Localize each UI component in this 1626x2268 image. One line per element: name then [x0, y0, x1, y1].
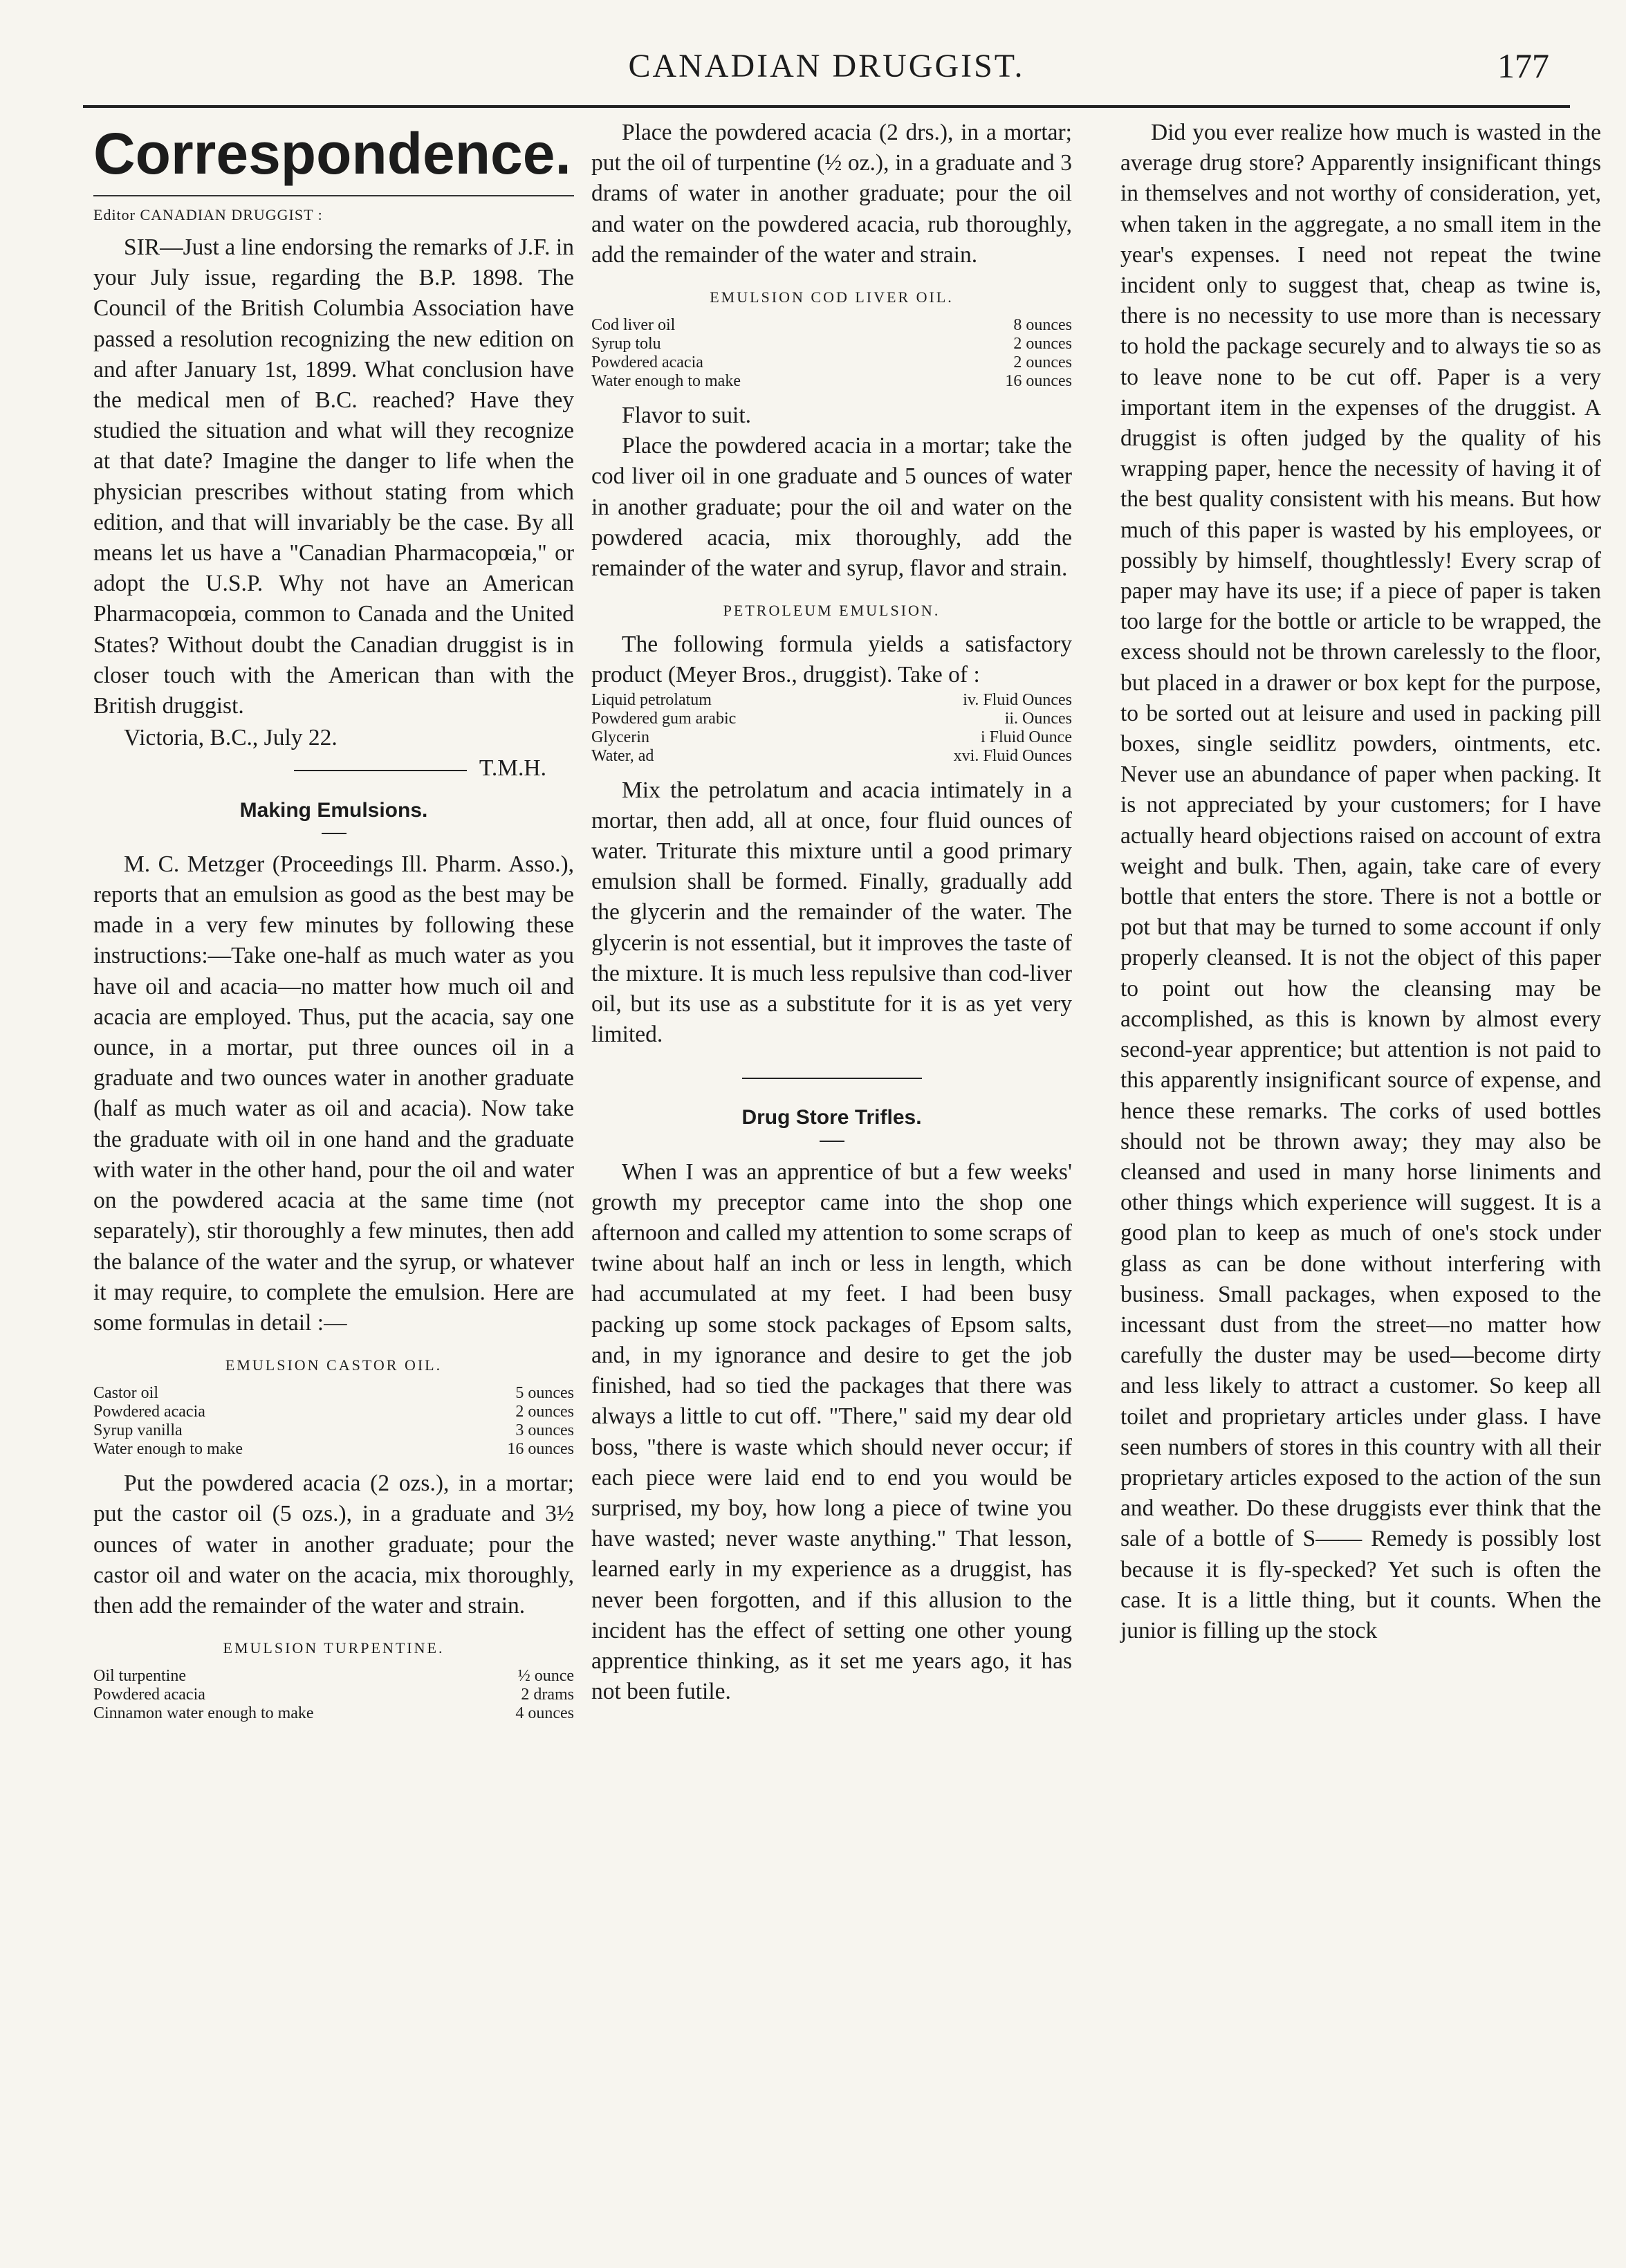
formula-row [591, 353, 1072, 372]
formula-row [591, 728, 1072, 747]
letter-signature-line [93, 753, 574, 784]
emulsions-heading: Making Emulsions. [239, 798, 428, 822]
column-1 [93, 118, 574, 1733]
running-title: CANADIAN DRUGGIST. [628, 48, 1025, 84]
formula-row [93, 1421, 574, 1440]
formula-qty: ii. Ounces [1004, 709, 1072, 728]
turpentine-formula-table [93, 1667, 574, 1723]
petroleum-directions: Mix the petrolatum and acacia intimately in a mortar, then add, all at once, four fluid ounces of water. Triturate this mixture until a good primary emulsion shall be formed. Finally, gradually add the glycerin and the remainder of the water. The glycerin is not essential, but it improves the taste of the mixture. It is much less repulsive than cod-liver oil, but its use as a substitute for it is as yet very limited. [591, 777, 1072, 1048]
turpentine-directions: Place the powdered acacia (2 drs.), in a mortar; put the oil of turpentine (½ oz.), in a graduate and 3 drams of water in another graduate; pour the oil and water on the powdered acacia, rub thoroughly, add the remainder of the water and strain. [591, 120, 1072, 268]
formula-qty: 3 ounces [515, 1421, 574, 1440]
formula-row [93, 1440, 574, 1459]
formula-qty: 2 drams [521, 1686, 574, 1704]
petroleum-intro: The following formula yields a satisfactory product (Meyer Bros., druggist). Take of : [591, 631, 1072, 688]
cod-liver-formula-table [591, 316, 1072, 391]
heading-dash [322, 833, 347, 834]
formula-qty: 5 ounces [515, 1384, 574, 1403]
formula-qty: ½ ounce [517, 1667, 574, 1686]
formula-row [591, 747, 1072, 766]
letter-signature: T.M.H. [479, 755, 546, 782]
letter-place-date: Victoria, B.C., July 22. [124, 725, 338, 751]
emulsions-intro: M. C. Metzger (Proceedings Ill. Pharm. Asso.), reports that an emulsion as good as the best may be made in a very few minutes by following these instructions:—Take one-half as much water as you have oil and acacia—no matter how much oil and acacia are employed. Thus, put the acacia, say one ounce, in a mortar, put three ounces oil in a graduate and two ounces water in another graduate (half as much water as oil and acacia). Now take the graduate with oil in one hand and the graduate with water in the other hand, pour the oil and water on the powdered acacia at the same time (not separately), stir thoroughly a few minutes, then add the balance of the water and the syrup, or whatever it may require, to complete the emulsion. Here are some formulas in detail :— [93, 851, 574, 1336]
header-rule [83, 105, 1570, 108]
formula-row [591, 710, 1072, 728]
trifles-heading: Drug Store Trifles. [741, 1106, 922, 1130]
formula-item: Cod liver oil [591, 316, 676, 335]
castor-formula-table [93, 1384, 574, 1459]
formula-item: Syrup vanilla [93, 1421, 183, 1440]
formula-row [591, 335, 1072, 353]
heading-dash [820, 1141, 844, 1142]
section-divider [742, 1078, 922, 1079]
cod-liver-formula-title: EMULSION COD LIVER OIL. [710, 288, 954, 306]
formula-row [591, 372, 1072, 391]
formula-qty: iv. Fluid Ounces [963, 690, 1072, 709]
turpentine-formula-title: EMULSION TURPENTINE. [223, 1639, 445, 1657]
formula-row [591, 316, 1072, 335]
page-header [83, 40, 1570, 102]
formula-item: Water enough to make [93, 1440, 243, 1459]
formula-item: Liquid petrolatum [591, 690, 712, 709]
formula-qty: 16 ounces [507, 1440, 574, 1459]
page-number: 177 [1497, 46, 1549, 85]
trifles-paragraph-1: When I was an apprentice of but a few weeks' growth my preceptor came into the shop one afternoon and called my attention to some scraps of twine about half an inch or less in length, which had accumulated at my feet. I had been busy packing up some stock packages of Epsom salts, and, in my ignorance and desire to get the job finished, had so tied the packages that there was always a little to cut off. "There," said my dear old boss, "there is waste which should never occur; if each piece were laid end to end you would be surprised, my boy, how long a piece of twine you have wasted; never waste anything." That lesson, learned early in my experience as a druggist, has never been forgotten, and if this allusion to the incident has the effect of setting one other young apprentice thinking, as it set me years ago, it has not been futile. [591, 1159, 1072, 1705]
formula-qty: 16 ounces [1005, 372, 1072, 391]
formula-item: Syrup tolu [591, 335, 661, 353]
section-title: Correspondence. [93, 121, 571, 186]
formula-item: Powdered acacia [591, 353, 703, 372]
formula-row [591, 691, 1072, 710]
formula-item: Powdered acacia [93, 1686, 205, 1704]
formula-item: Castor oil [93, 1384, 158, 1403]
petroleum-formula-title: PETROLEUM EMULSION. [723, 602, 941, 620]
formula-qty: xvi. Fluid Ounces [953, 746, 1072, 765]
formula-item: Powdered acacia [93, 1403, 205, 1421]
signature-dash [294, 770, 467, 771]
formula-qty: 4 ounces [515, 1704, 574, 1723]
formula-row [93, 1667, 574, 1686]
castor-formula-title: EMULSION CASTOR OIL. [225, 1356, 443, 1374]
formula-item: Water, ad [591, 746, 654, 765]
formula-qty: 2 ounces [1013, 353, 1072, 372]
formula-qty: 2 ounces [1013, 335, 1072, 353]
title-rule [93, 195, 574, 196]
formula-qty: 8 ounces [1013, 316, 1072, 335]
formula-item: Water enough to make [591, 372, 741, 391]
castor-directions: Put the powdered acacia (2 ozs.), in a mortar; put the castor oil (5 ozs.), in a graduate and 3½ ounces of water in another graduate; pour the castor oil and water on the acacia, mix thoroughly, then add the remainder of the water and strain. [93, 1470, 574, 1619]
formula-qty: i Fluid Ounce [981, 728, 1072, 746]
trifles-paragraph-2: Did you ever realize how much is wasted in the average drug store? Apparently insignificant things in themselves and not worthy of consideration, yet, when taken in the aggregate, a no small item in the year's expenses. I need not repeat the twine incident only to suggest that, cheap as twine is, there is no necessity to use more than is necessary to hold the package securely and to always tie so as to leave none to be cut off. Paper is a very important item in the expenses of the druggist. A druggist is often judged by the quality of his wrapping paper, hence the necessity of having it of the best quality consistent with his means. But how much of this paper is wasted by his employees, or possibly by himself, thoughtlessly! Every scrap of paper may have its use; if a piece of paper is taken too large for the bottle or article to be wrapped, the excess should not be thrown carelessly to the floor, but placed in a drawer or box kept for the purpose, to be sorted out at leisure and used in packing pill boxes, single seidlitz powders, ointments, etc. Never use an abundance of paper when packing. It is not appreciated by your customers; for I have actually heard objections raised on account of extra weight and bulk. Then, again, take care of every bottle that enters the store. There is not a bottle or pot but that may be turned to some account if only properly cleansed. It is not the object of this paper to point out how the cleansing may be accomplished, as this is known by almost every second-year apprentice; but attention is not paid to this apparently insignificant source of expense, and hence these remarks. The corks of used bottles should not be thrown away; they may also be cleansed and used in many horse liniments and other things which experience will suggest. It is a good plan to keep as much of one's stock under glass as can be done without interfering with business. Small packages, when exposed to the incessant dust from the street—no matter how carefully the duster may be used—become dirty and less likely to attract a customer. So keep all toilet and proprietary articles under glass. I have seen numbers of stores in this country with all their proprietary articles exposed to the action of the sun and weather. Do these druggists ever think that the sale of a bottle of S—— Remedy is possibly lost because it is fly-specked? Yet such is often the case. It is a little thing, but it counts. When the junior is filling up the stock [1120, 120, 1601, 1643]
column-3 [1120, 118, 1601, 1646]
formula-row [93, 1384, 574, 1403]
formula-item: Powdered gum arabic [591, 709, 737, 728]
column-2 [591, 118, 1072, 1707]
formula-item: Cinnamon water enough to make [93, 1704, 314, 1723]
cod-liver-flavor: Flavor to suit. [622, 403, 752, 429]
letter-salutation: Editor CANADIAN DRUGGIST : [93, 206, 323, 223]
formula-row [93, 1403, 574, 1421]
formula-qty: 2 ounces [515, 1403, 574, 1421]
formula-item: Oil turpentine [93, 1667, 186, 1686]
petroleum-formula-table [591, 691, 1072, 766]
letter-body: SIR—Just a line endorsing the remarks of J.F. in your July issue, regarding the B.P. 1898. The Council of the British Columbia Association have passed a resolution recognizing the new edition on and after January 1st, 1899. What conclusion have the medical men of B.C. reached? Have they studied the situation and what will they recognize at that date? Imagine the danger to life when the physician prescribes without stating from which edition, and that will invariably be the case. By all means let us have a "Canadian Pharmacopœia," or adopt the U.S.P. Why not have an American Pharmacopœia, common to Canada and the United States? Without doubt the Canadian druggist is in closer touch with the American than with the British druggist. [93, 234, 574, 719]
formula-row [93, 1704, 574, 1723]
formula-row [93, 1686, 574, 1704]
cod-liver-directions: Place the powdered acacia in a mortar; take the cod liver oil in one graduate and 5 ounces of water in another graduate; pour the oil and water on the powdered acacia, mix thoroughly, add the remainder of the water and syrup, flavor and strain. [591, 433, 1072, 582]
formula-item: Glycerin [591, 728, 649, 746]
